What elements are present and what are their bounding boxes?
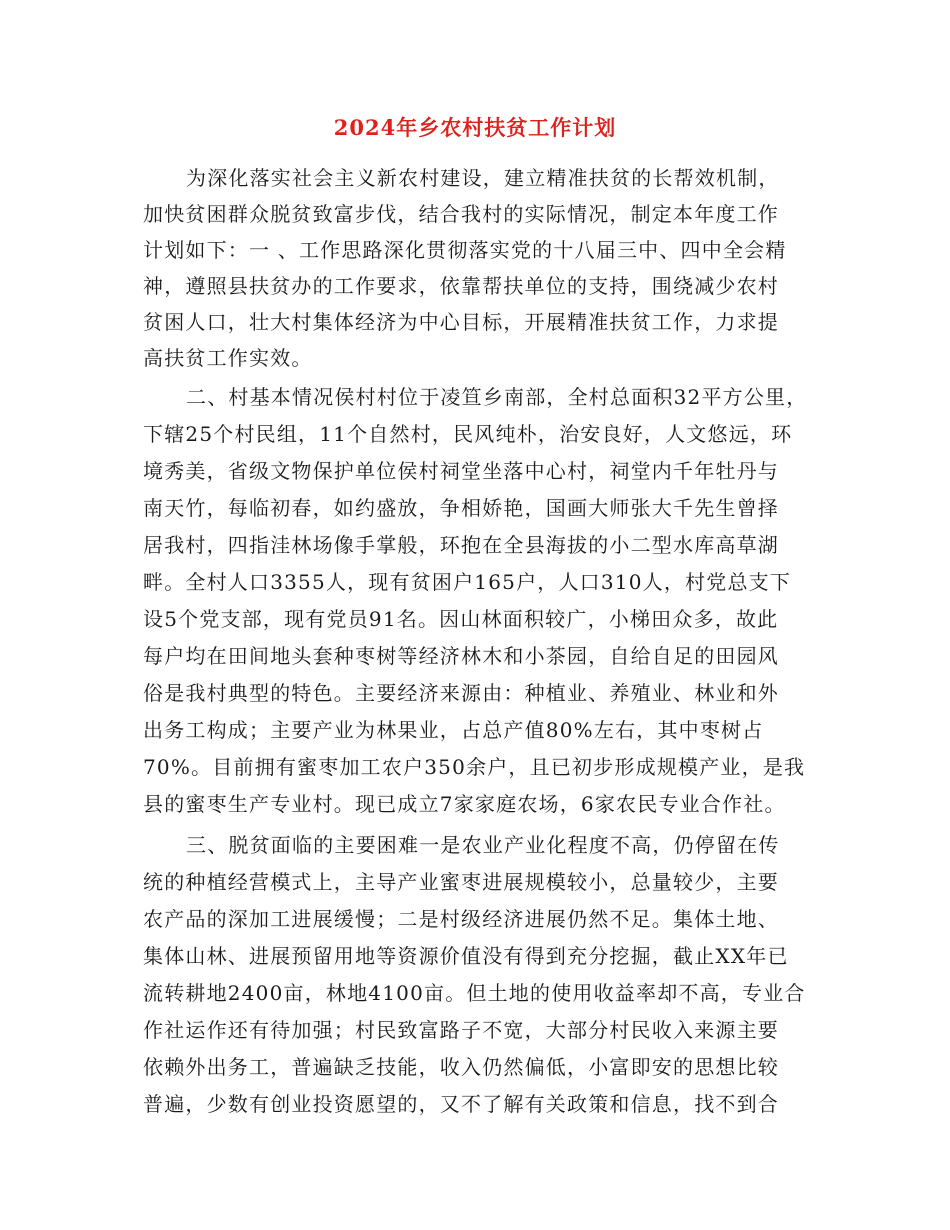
text-line: 依赖外出务工，普遍缺乏技能，收入仍然偏低，小富即安的思想比较: [143, 1055, 779, 1079]
text-line: 二、村基本情况侯村村位于凌笪乡南部，全村总面积32平方公里，: [186, 385, 808, 409]
text-line: 计划如下：一 、工作思路深化贯彻落实党的十八届三中、四中全会精: [143, 238, 787, 262]
text-line: 加快贫困群众脱贫致富步伐，结合我村的实际情况，制定本年度工作: [143, 202, 779, 226]
text-line: 三、脱贫面临的主要困难一是农业产业化程度不高，仍停留在传: [186, 833, 780, 857]
text-line: 居我村，四指洼林场像手掌般，环抱在全县海拔的小二型水库高草湖: [143, 533, 779, 557]
document-title: 2024年乡农村扶贫工作计划: [333, 115, 617, 140]
text-line: 县的蜜枣生产专业村。现已成立7家家庭农场，6家农民专业合作社。: [143, 792, 786, 816]
text-line: 设5个党支部，现有党员91名。因山林面积较广，小梯田众多，故此: [143, 607, 779, 631]
text-line: 出务工构成；主要产业为林果业，占总产值80%左右，其中枣树占: [143, 718, 764, 742]
text-line: 集体山林、进展预留用地等资源价值没有得到充分挖掘，截止XX年已: [143, 944, 789, 968]
text-line: 每户均在田间地头套种枣树等经济林木和小茶园，自给自足的田园风: [143, 644, 779, 668]
text-line: 作社运作还有待加强；村民致富路子不宽，大部分村民收入来源主要: [143, 1018, 779, 1042]
text-line: 下辖25个村民组，11个自然村，民风纯朴，治安良好，人文悠远，环: [143, 422, 793, 446]
text-line: 70%。目前拥有蜜枣加工农户350余户，且已初步形成规模产业，是我: [143, 755, 806, 779]
text-line: 统的种植经营模式上，主导产业蜜枣进展规模较小，总量较少，主要: [143, 870, 779, 894]
text-line: 神，遵照县扶贫办的工作要求，依靠帮扶单位的支持，围绕减少农村: [143, 274, 779, 298]
text-line: 畔。全村人口3355人，现有贫困户165户，人口310人，村党总支下: [143, 570, 792, 594]
text-line: 贫困人口，壮大村集体经济为中心目标，开展精准扶贫工作，力求提: [143, 310, 779, 334]
text-line: 高扶贫工作实效。: [143, 346, 313, 370]
text-line: 普遍，少数有创业投资愿望的，又不了解有关政策和信息，找不到合: [143, 1092, 779, 1116]
text-line: 为深化落实社会主义新农村建设，建立精准扶贫的长帮效机制，: [186, 166, 780, 190]
text-line: 俗是我村典型的特色。主要经济来源由：种植业、养殖业、林业和外: [143, 681, 779, 705]
text-line: 境秀美，省级文物保护单位侯村祠堂坐落中心村，祠堂内千年牡丹与: [143, 459, 779, 483]
text-line: 南天竹，每临初春，如约盛放，争相娇艳，国画大师张大千先生曾择: [143, 496, 779, 520]
text-line: 农产品的深加工进展缓慢；二是村级经济进展仍然不足。集体土地、: [143, 907, 779, 931]
text-line: 流转耕地2400亩，林地4100亩。但土地的使用收益率却不高，专业合: [143, 981, 806, 1005]
